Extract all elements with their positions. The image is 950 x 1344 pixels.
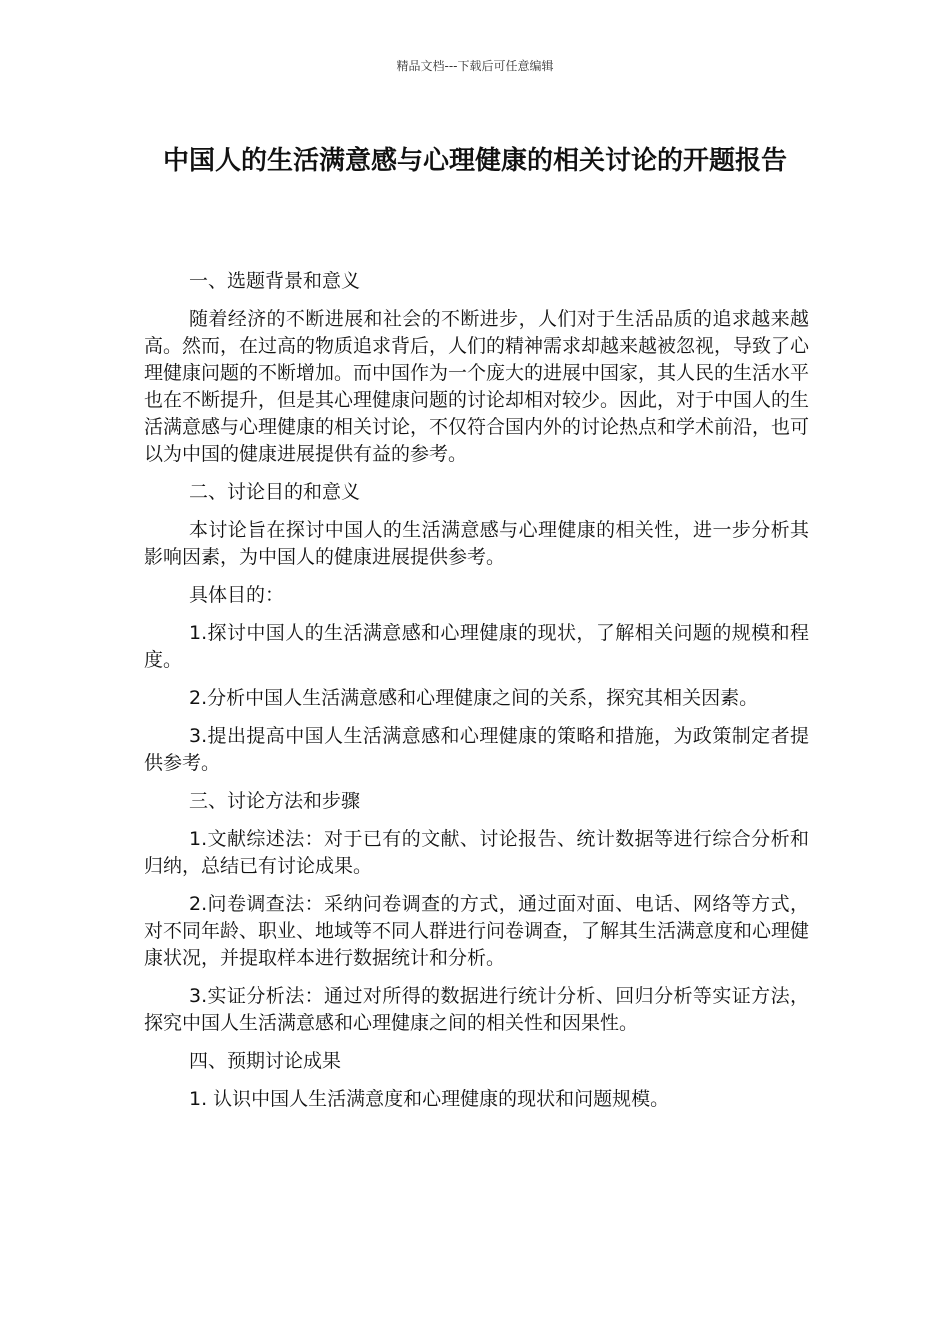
section-heading-outcomes: 四、预期讨论成果 — [189, 1050, 342, 1072]
paragraph-specific-goals-label: 具体目的： — [189, 584, 285, 606]
section-heading-methods: 三、讨论方法和步骤 — [189, 790, 361, 812]
section-heading-purpose: 二、讨论目的和意义 — [189, 481, 361, 503]
document-title: 中国人的生活满意感与心理健康的相关讨论的开题报告 — [162, 146, 787, 176]
paragraph-purpose: 本讨论旨在探讨中国人的生活满意感与心理健康的相关性，进一步分析其影响因素，为中国人的健康进展提供参考。 — [144, 519, 809, 568]
list-item-goal-1: 1.探讨中国人的生活满意感和心理健康的现状，了解相关问题的规模和程度。 — [144, 622, 809, 671]
list-item-goal-2: 2.分析中国人生活满意感和心理健康之间的关系，探究其相关因素。 — [189, 687, 759, 709]
list-item-method-1: 1.文献综述法：对于已有的文献、讨论报告、统计数据等进行综合分析和归纳，总结已有讨论成果。 — [144, 828, 809, 877]
document-body — [144, 268, 809, 1124]
list-item-outcome-1: 1. 认识中国人生活满意度和心理健康的现状和问题规模。 — [189, 1088, 670, 1110]
list-item-goal-3: 3.提出提高中国人生活满意感和心理健康的策略和措施，为政策制定者提供参考。 — [144, 725, 809, 774]
list-item-method-2: 2.问卷调查法：采纳问卷调查的方式，通过面对面、电话、网络等方式，对不同年龄、职业、地域等不同人群进行问卷调查，了解其生活满意度和心理健康状况，并提取样本进行数据统计和分析。 — [144, 893, 810, 969]
page-header: 精品文档---下载后可任意编辑 — [396, 59, 554, 73]
paragraph-background: 随着经济的不断进展和社会的不断进步，人们对于生活品质的追求越来越高。然而，在过高的物质追求背后，人们的精神需求却越来越被忽视，导致了心理健康问题的不断增加。而中国作为一个庞大的进展中国家，其人民的生活水平也在不断提升，但是其心理健康问题的讨论却相对较少。因此，对于中国人的生活满意感与心理健康的相关讨论，不仅符合国内外的讨论热点和学术前沿，也可以为中国的健康进展提供有益的参考。 — [144, 308, 810, 465]
section-heading-background: 一、选题背景和意义 — [189, 270, 361, 292]
list-item-method-3: 3.实证分析法：通过对所得的数据进行统计分析、回归分析等实证方法，探究中国人生活满意感和心理健康之间的相关性和因果性。 — [144, 985, 809, 1034]
